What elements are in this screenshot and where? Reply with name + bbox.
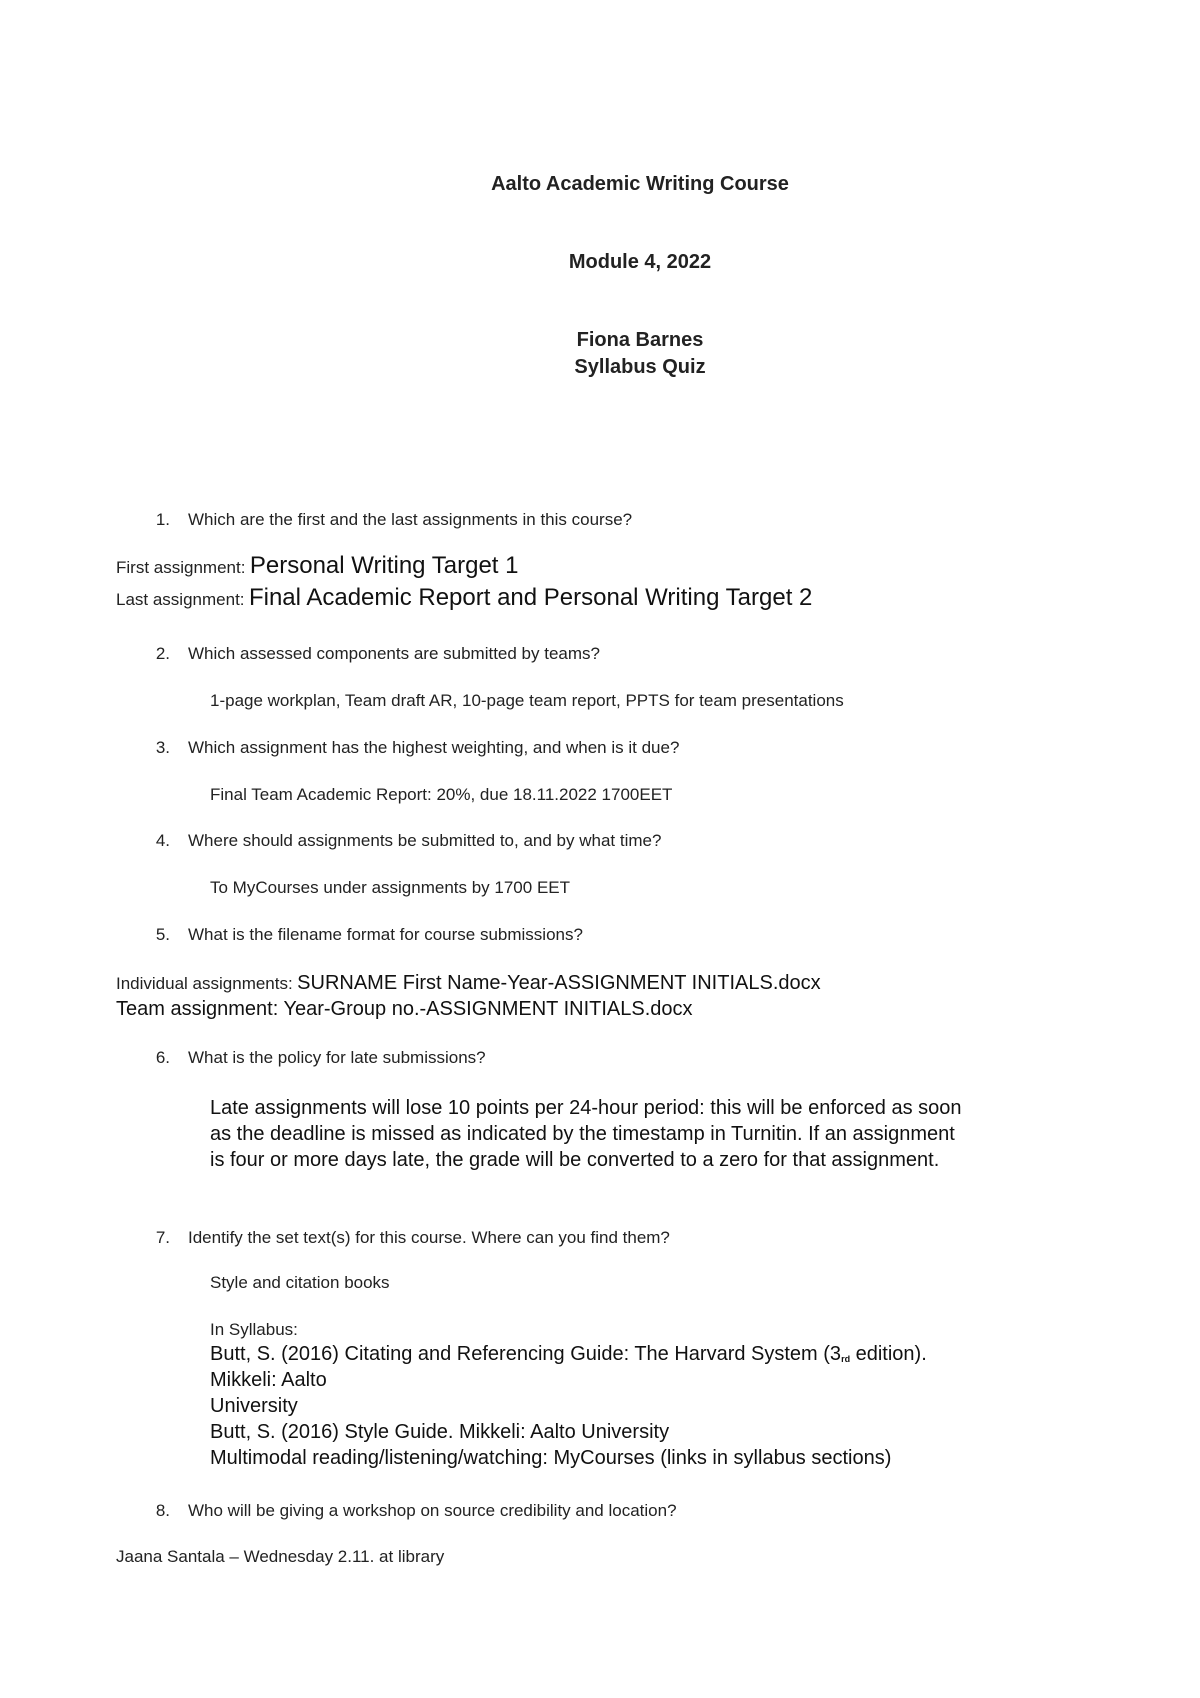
answer-7-reference-1-line-3: University (210, 1395, 298, 1417)
answer-7-reference-2: Butt, S. (2016) Style Guide. Mikkeli: Aalto University (210, 1421, 670, 1443)
question-3-number: 3. (155, 738, 170, 757)
question-7-text: Identify the set text(s) for this course. Where can you find them? (188, 1228, 670, 1247)
first-assignment-label: First assignment: (116, 558, 246, 577)
reference-1-part-2: edition). (850, 1343, 927, 1365)
answer-7-heading: Style and citation books (210, 1273, 390, 1292)
question-5-text: What is the filename format for course submissions? (188, 925, 583, 944)
student-name: Fiona Barnes (576, 329, 704, 351)
question-1-number: 1. (155, 510, 170, 529)
question-6-number: 6. (155, 1048, 170, 1067)
answer-5-individual (116, 972, 821, 995)
answer-7-reference-1 (210, 1343, 927, 1366)
question-2-number: 2. (155, 644, 170, 663)
question-1-text: Which are the first and the last assignments in this course? (188, 510, 633, 529)
answer-1-last (116, 584, 812, 612)
question-2-text: Which assessed components are submitted by teams? (188, 644, 600, 663)
individual-assignments-label: Individual assignments: (116, 974, 293, 993)
answer-4: To MyCourses under assignments by 1700 EET (210, 878, 571, 897)
answer-7-in-syllabus: In Syllabus: (210, 1320, 298, 1339)
question-8-number: 8. (155, 1501, 170, 1520)
last-assignment-label: Last assignment: (116, 590, 245, 609)
answer-8: Jaana Santala – Wednesday 2.11. at library (116, 1547, 445, 1566)
question-4-text: Where should assignments be submitted to, and by what time? (188, 831, 662, 850)
question-7-number: 7. (155, 1228, 170, 1247)
first-assignment-value: Personal Writing Target 1 (249, 552, 519, 579)
reference-1-superscript: rd (841, 1354, 851, 1364)
answer-5-team: Team assignment: Year-Group no.-ASSIGNMENT INITIALS.docx (116, 998, 693, 1020)
answer-6-line-3: is four or more days late, the grade will be converted to a zero for that assignment. (210, 1149, 940, 1171)
answer-6-line-2: as the deadline is missed as indicated by the timestamp in Turnitin. If an assignment (210, 1123, 955, 1145)
document-title: Syllabus Quiz (574, 356, 706, 378)
answer-7-reference-3: Multimodal reading/listening/watching: MyCourses (links in syllabus sections) (210, 1447, 892, 1469)
question-5-number: 5. (155, 925, 170, 944)
question-3-text: Which assignment has the highest weighting, and when is it due? (188, 738, 680, 757)
answer-7-reference-1-line-2: Mikkeli: Aalto (210, 1369, 327, 1391)
answer-3: Final Team Academic Report: 20%, due 18.11.2022 1700EET (210, 785, 673, 804)
answer-1-first (116, 552, 518, 580)
module-label: Module 4, 2022 (568, 251, 712, 273)
last-assignment-value: Final Academic Report and Personal Writing Target 2 (248, 584, 813, 611)
answer-6-line-1: Late assignments will lose 10 points per 24-hour period: this will be enforced as soon (210, 1097, 962, 1119)
question-6-text: What is the policy for late submissions? (188, 1048, 486, 1067)
question-8-text: Who will be giving a workshop on source credibility and location? (188, 1501, 677, 1520)
reference-1-part-1: Butt, S. (2016) Citating and Referencing Guide: The Harvard System (3 (210, 1343, 842, 1365)
individual-filename-format: SURNAME First Name-Year-ASSIGNMENT INITIALS.docx (297, 972, 821, 994)
answer-2: 1-page workplan, Team draft AR, 10-page team report, PPTS for team presentations (210, 691, 844, 710)
question-4-number: 4. (155, 831, 170, 850)
course-title: Aalto Academic Writing Course (491, 173, 789, 195)
